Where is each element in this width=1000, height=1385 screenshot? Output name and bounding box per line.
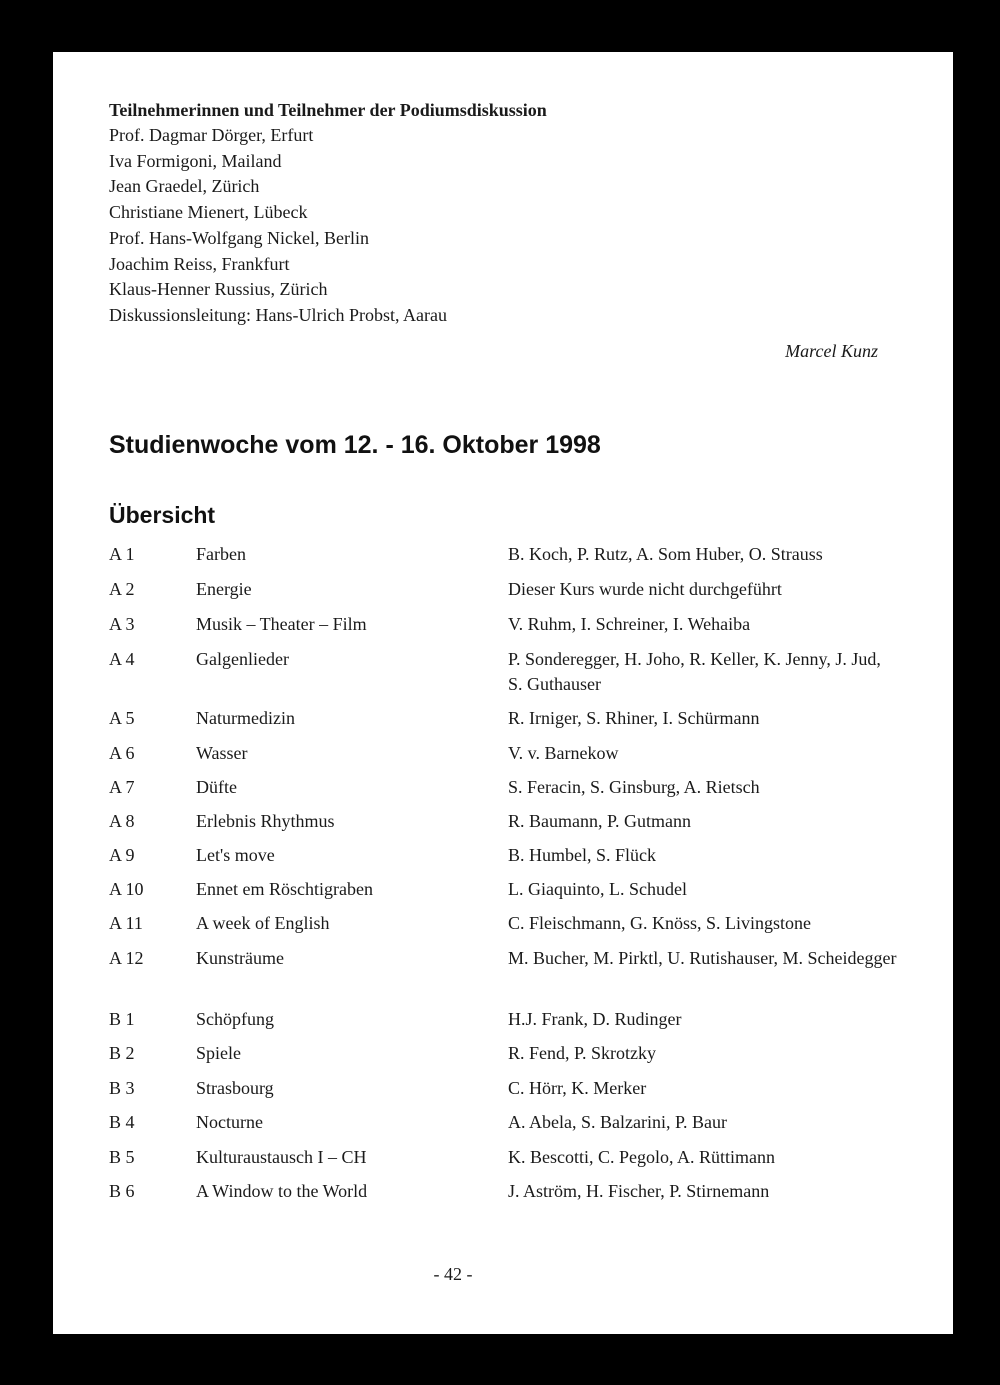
course-leaders: J. Aström, H. Fischer, P. Stirnemann <box>508 1181 770 1201</box>
participant-line: Christiane Mienert, Lübeck <box>109 202 308 223</box>
course-title: Kulturaustausch I – CH <box>196 1147 367 1167</box>
course-code: A 3 <box>109 614 135 634</box>
course-code: A 7 <box>109 777 135 797</box>
course-code: A 12 <box>109 948 144 968</box>
course-leaders: V. Ruhm, I. Schreiner, I. Wehaiba <box>508 614 751 634</box>
course-title: A Window to the World <box>196 1181 368 1201</box>
course-code: A 9 <box>109 845 135 865</box>
course-leaders: R. Fend, P. Skrotzky <box>508 1043 657 1063</box>
author-signature: Marcel Kunz <box>785 341 878 361</box>
course-title: Spiele <box>196 1043 241 1063</box>
course-title: Erlebnis Rhythmus <box>196 811 335 831</box>
study-week-title: Studienwoche vom 12. - 16. Oktober 1998 <box>109 431 601 459</box>
participant-line: Prof. Hans-Wolfgang Nickel, Berlin <box>109 227 369 248</box>
participant-line: Diskussionsleitung: Hans-Ulrich Probst, Aarau <box>109 304 447 325</box>
participant-line: Joachim Reiss, Frankfurt <box>109 253 290 274</box>
course-leaders: H.J. Frank, D. Rudinger <box>508 1009 682 1029</box>
course-code: B 3 <box>109 1078 135 1098</box>
course-code: A 10 <box>109 879 144 899</box>
course-code: B 6 <box>109 1181 135 1201</box>
document-page <box>53 52 953 1334</box>
course-title: Schöpfung <box>196 1009 274 1029</box>
course-title: Wasser <box>196 743 248 763</box>
course-title: Musik – Theater – Film <box>196 614 367 634</box>
course-title: A week of English <box>196 913 330 933</box>
course-title: Naturmedizin <box>196 708 295 728</box>
podium-participants-section <box>109 97 899 329</box>
course-code: A 11 <box>109 913 143 933</box>
course-leaders: A. Abela, S. Balzarini, P. Baur <box>508 1112 727 1132</box>
course-code: A 5 <box>109 708 135 728</box>
course-leaders: C. Fleischmann, G. Knöss, S. Livingstone <box>508 913 812 933</box>
participant-line: Iva Formigoni, Mailand <box>109 150 282 171</box>
course-title: Düfte <box>196 777 237 797</box>
course-leaders: R. Irniger, S. Rhiner, I. Schürmann <box>508 708 760 728</box>
participant-line: Klaus-Henner Russius, Zürich <box>109 279 328 300</box>
page-number: - 42 - <box>433 1264 473 1284</box>
course-title: Strasbourg <box>196 1078 274 1098</box>
course-title: Ennet em Röschtigraben <box>196 879 373 899</box>
course-leaders: K. Bescotti, C. Pegolo, A. Rüttimann <box>508 1147 776 1167</box>
course-leaders: R. Baumann, P. Gutmann <box>508 811 691 831</box>
course-code: B 5 <box>109 1147 135 1167</box>
course-leaders: C. Hörr, K. Merker <box>508 1078 647 1098</box>
course-leaders: S. Feracin, S. Ginsburg, A. Rietsch <box>508 777 760 797</box>
course-title: Farben <box>196 544 246 564</box>
podium-heading: Teilnehmerinnen und Teilnehmer der Podiumsdiskussion <box>109 100 547 120</box>
course-code: A 8 <box>109 811 135 831</box>
participant-line: Prof. Dagmar Dörger, Erfurt <box>109 125 314 145</box>
course-title: Galgenlieder <box>196 649 289 669</box>
course-code: A 1 <box>109 544 135 564</box>
course-code: B 1 <box>109 1009 135 1029</box>
course-leaders: P. Sonderegger, H. Joho, R. Keller, K. Jenny, J. Jud, S. Guthauser <box>508 649 881 694</box>
course-code: A 4 <box>109 649 135 669</box>
course-code: A 6 <box>109 743 135 763</box>
course-leaders: B. Koch, P. Rutz, A. Som Huber, O. Strauss <box>508 544 823 564</box>
course-title: Kunsträume <box>196 948 284 968</box>
course-leaders: B. Humbel, S. Flück <box>508 845 657 865</box>
course-leaders: Dieser Kurs wurde nicht durchgeführt <box>508 579 782 599</box>
course-title: Energie <box>196 579 252 599</box>
course-leaders: V. v. Barnekow <box>508 743 619 763</box>
course-title: Let's move <box>196 845 275 865</box>
course-code: B 4 <box>109 1112 135 1132</box>
participant-line: Jean Graedel, Zürich <box>109 176 260 197</box>
course-leaders: M. Bucher, M. Pirktl, U. Rutishauser, M. Scheidegger <box>508 948 897 968</box>
course-title: Nocturne <box>196 1112 263 1132</box>
course-code: A 2 <box>109 579 135 599</box>
course-code: B 2 <box>109 1043 135 1063</box>
overview-heading: Übersicht <box>109 502 216 528</box>
course-leaders: L. Giaquinto, L. Schudel <box>508 879 687 899</box>
